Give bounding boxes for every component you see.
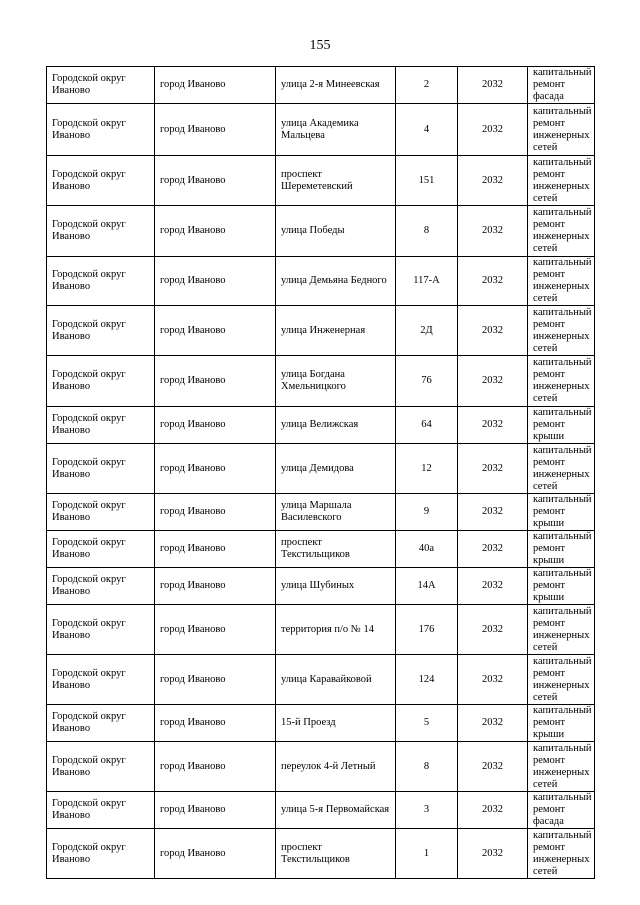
district-cell: Городской округ Иваново [47,655,155,705]
table-row [47,494,595,531]
work-type-cell: капитальный ремонт инженерных сетей [528,655,595,705]
work-type-cell: капитальный ремонт крыши [528,407,595,444]
work-type-cell: капитальный ремонт инженерных сетей [528,356,595,407]
district-cell: Городской округ Иваново [47,568,155,605]
locality-cell: город Иваново [155,206,276,257]
house-cell: 76 [396,356,458,407]
year-cell: 2032 [458,156,528,206]
house-cell: 2 [396,67,458,104]
locality-cell: город Иваново [155,742,276,792]
work-type-cell: капитальный ремонт инженерных сетей [528,829,595,879]
street-cell: улица Богдана Хмельницкого [276,356,396,407]
year-cell: 2032 [458,742,528,792]
year-cell: 2032 [458,792,528,829]
table-row [47,705,595,742]
house-cell: 4 [396,104,458,156]
work-type-cell: капитальный ремонт инженерных сетей [528,257,595,306]
year-cell: 2032 [458,531,528,568]
year-cell: 2032 [458,67,528,104]
district-cell: Городской округ Иваново [47,306,155,356]
locality-cell: город Иваново [155,829,276,879]
page-number: 155 [309,38,331,53]
work-type-cell: капитальный ремонт инженерных сетей [528,206,595,257]
year-cell: 2032 [458,568,528,605]
locality-cell: город Иваново [155,792,276,829]
street-cell: территория п/о № 14 [276,605,396,655]
street-cell: улица Победы [276,206,396,257]
table-row [47,104,595,156]
year-cell: 2032 [458,444,528,494]
street-cell: проспект Текстильщиков [276,829,396,879]
street-cell: проспект Шереметевский [276,156,396,206]
work-type-cell: капитальный ремонт инженерных сетей [528,156,595,206]
year-cell: 2032 [458,705,528,742]
locality-cell: город Иваново [155,67,276,104]
street-cell: улица Инженерная [276,306,396,356]
district-cell: Городской округ Иваново [47,156,155,206]
work-type-cell: капитальный ремонт крыши [528,531,595,568]
house-cell: 2Д [396,306,458,356]
work-type-cell: капитальный ремонт инженерных сетей [528,742,595,792]
district-cell: Городской округ Иваново [47,407,155,444]
locality-cell: город Иваново [155,494,276,531]
year-cell: 2032 [458,655,528,705]
house-cell: 14А [396,568,458,605]
table-row [47,407,595,444]
table-row [47,792,595,829]
locality-cell: город Иваново [155,705,276,742]
locality-cell: город Иваново [155,444,276,494]
work-type-cell: капитальный ремонт фасада [528,792,595,829]
district-cell: Городской округ Иваново [47,104,155,156]
locality-cell: город Иваново [155,104,276,156]
table-row [47,605,595,655]
street-cell: переулок 4-й Летный [276,742,396,792]
street-cell: 15-й Проезд [276,705,396,742]
locality-cell: город Иваново [155,257,276,306]
table-row [47,568,595,605]
house-cell: 64 [396,407,458,444]
district-cell: Городской округ Иваново [47,605,155,655]
work-type-cell: капитальный ремонт фасада [528,67,595,104]
district-cell: Городской округ Иваново [47,705,155,742]
table-row [47,156,595,206]
house-cell: 3 [396,792,458,829]
district-cell: Городской округ Иваново [47,829,155,879]
street-cell: улица Маршала Василевского [276,494,396,531]
house-cell: 8 [396,742,458,792]
year-cell: 2032 [458,206,528,257]
house-cell: 117-А [396,257,458,306]
house-cell: 1 [396,829,458,879]
house-cell: 124 [396,655,458,705]
table-row [47,829,595,879]
year-cell: 2032 [458,605,528,655]
table-row [47,206,595,257]
repair-schedule-table [46,66,595,879]
table-row [47,655,595,705]
locality-cell: город Иваново [155,356,276,407]
house-cell: 12 [396,444,458,494]
table-row [47,257,595,306]
work-type-cell: капитальный ремонт инженерных сетей [528,605,595,655]
street-cell: улица Шубиных [276,568,396,605]
year-cell: 2032 [458,494,528,531]
street-cell: улица Демьяна Бедного [276,257,396,306]
house-cell: 5 [396,705,458,742]
house-cell: 151 [396,156,458,206]
work-type-cell: капитальный ремонт инженерных сетей [528,444,595,494]
locality-cell: город Иваново [155,655,276,705]
street-cell: улица 2-я Минеевская [276,67,396,104]
district-cell: Городской округ Иваново [47,67,155,104]
district-cell: Городской округ Иваново [47,257,155,306]
year-cell: 2032 [458,104,528,156]
street-cell: улица Велижская [276,407,396,444]
table-row [47,531,595,568]
house-cell: 40а [396,531,458,568]
work-type-cell: капитальный ремонт инженерных сетей [528,306,595,356]
table-row [47,742,595,792]
district-cell: Городской округ Иваново [47,742,155,792]
locality-cell: город Иваново [155,531,276,568]
locality-cell: город Иваново [155,407,276,444]
year-cell: 2032 [458,257,528,306]
locality-cell: город Иваново [155,568,276,605]
table-row [47,67,595,104]
district-cell: Городской округ Иваново [47,356,155,407]
year-cell: 2032 [458,356,528,407]
house-cell: 176 [396,605,458,655]
house-cell: 8 [396,206,458,257]
work-type-cell: капитальный ремонт крыши [528,568,595,605]
district-cell: Городской округ Иваново [47,444,155,494]
table-row [47,306,595,356]
street-cell: улица 5-я Первомайская [276,792,396,829]
work-type-cell: капитальный ремонт крыши [528,494,595,531]
year-cell: 2032 [458,829,528,879]
work-type-cell: капитальный ремонт инженерных сетей [528,104,595,156]
year-cell: 2032 [458,407,528,444]
street-cell: проспект Текстильщиков [276,531,396,568]
street-cell: улица Каравайковой [276,655,396,705]
district-cell: Городской округ Иваново [47,206,155,257]
district-cell: Городской округ Иваново [47,494,155,531]
table-row [47,444,595,494]
locality-cell: город Иваново [155,306,276,356]
locality-cell: город Иваново [155,605,276,655]
street-cell: улица Демидова [276,444,396,494]
table-row [47,356,595,407]
street-cell: улица Академика Мальцева [276,104,396,156]
house-cell: 9 [396,494,458,531]
district-cell: Городской округ Иваново [47,531,155,568]
year-cell: 2032 [458,306,528,356]
work-type-cell: капитальный ремонт крыши [528,705,595,742]
district-cell: Городской округ Иваново [47,792,155,829]
locality-cell: город Иваново [155,156,276,206]
